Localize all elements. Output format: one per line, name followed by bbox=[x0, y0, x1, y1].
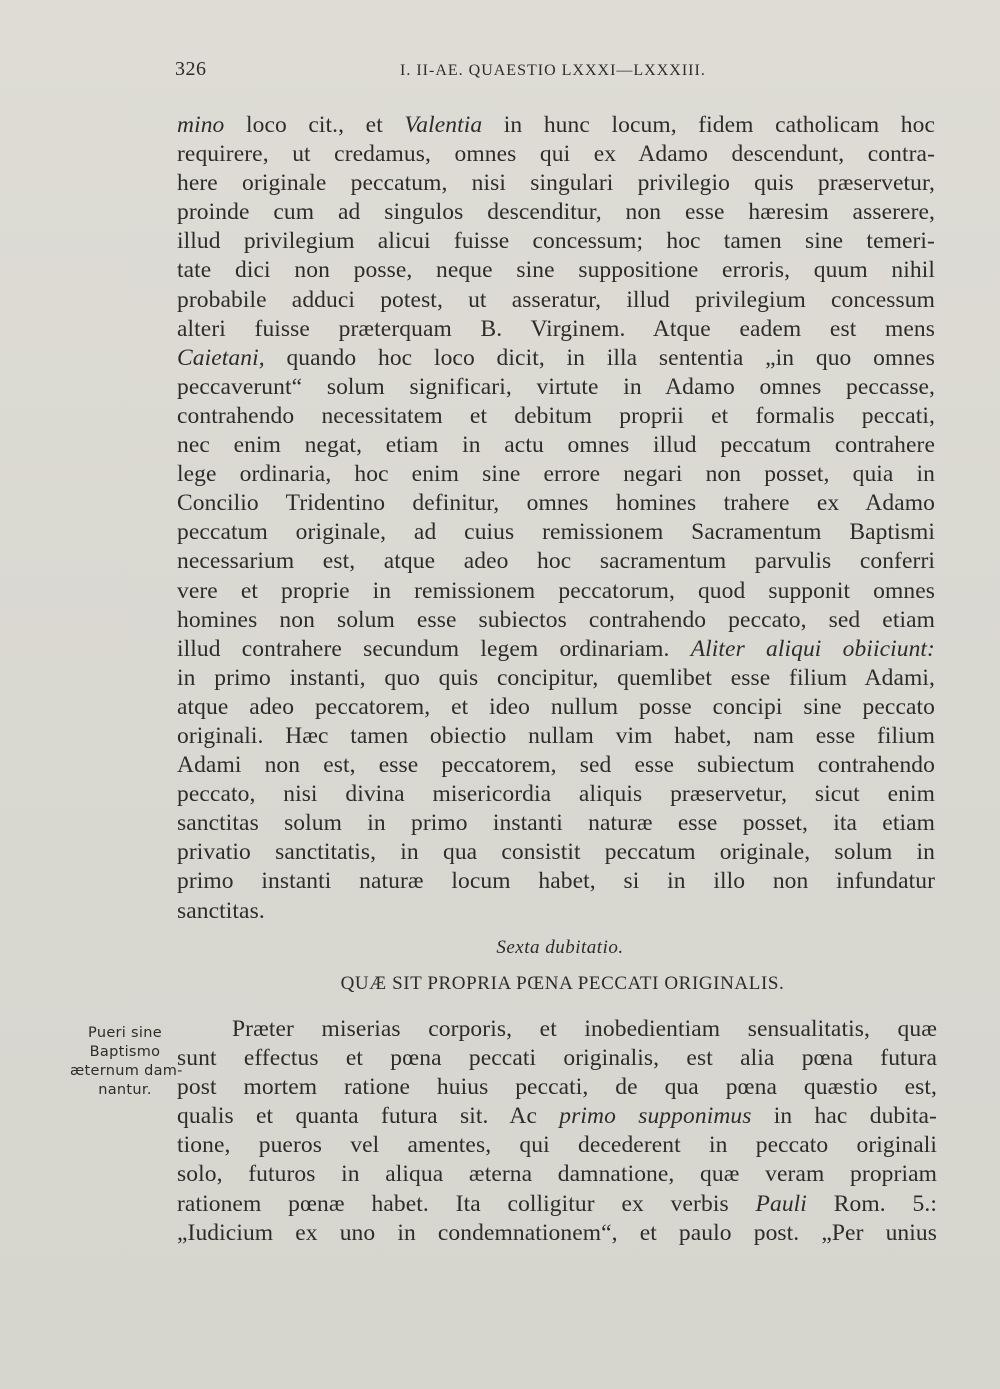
text-line: alteri fuisse præterquam B. Virginem. Atque eadem est mens bbox=[177, 315, 935, 342]
text-line: privatio sanctitatis, in qua consistit peccatum originale, solum in bbox=[177, 839, 935, 866]
text-line: necessarium est, atque adeo hoc sacramentum parvulis conferri bbox=[177, 548, 935, 575]
text-line: sanctitas solum in primo instanti naturæ esse posset, ita etiam bbox=[177, 810, 935, 837]
text-line: „Iudicium ex uno in condemnationem“, et paulo post. „Per unius bbox=[177, 1219, 937, 1246]
text-run: loco cit., et bbox=[224, 112, 405, 138]
section-subheading: Sexta dubitatio. bbox=[496, 937, 624, 958]
text-run: quando hoc loco dicit, in illa sententia „in quo omnes bbox=[264, 344, 935, 371]
text-line: originali. Hæc tamen obiectio nullam vim habet, nam esse filium bbox=[177, 722, 935, 749]
margin-note-line: Pueri sine bbox=[88, 1025, 162, 1041]
text-line: peccatum originale, ad cuius remissionem Sacramentum Baptismi bbox=[177, 519, 935, 546]
text-line: Adami non est, esse peccatorem, sed esse subiectum contrahendo bbox=[177, 752, 935, 779]
text-run: rationem pœnæ habet. Ita colligitur ex verbis bbox=[177, 1190, 756, 1217]
text-line: tione, pueros vel amentes, qui decederent in peccato originali bbox=[177, 1132, 937, 1159]
text-line: contrahendo necessitatem et debitum proprii et formalis peccati, bbox=[177, 402, 935, 429]
text-line: probabile adduci potest, ut asseratur, illud privilegium concessum bbox=[177, 286, 935, 313]
text-run: Rom. 5.: bbox=[806, 1190, 937, 1217]
text-line: here originale peccatum, nisi singulari privilegio quis præservetur, bbox=[177, 170, 935, 197]
text-line bbox=[177, 344, 935, 373]
text-line: proinde cum ad singulos descenditur, non esse hæresim asserere, bbox=[177, 199, 935, 226]
text-line: sunt effectus et pœna peccati originalis, est alia pœna futura bbox=[177, 1045, 937, 1072]
text-line: Præter miserias corporis, et inobedientiam sensualitatis, quæ bbox=[232, 1016, 937, 1042]
text-line bbox=[177, 1190, 937, 1219]
paragraph-1 bbox=[177, 111, 935, 926]
text-line: requirere, ut credamus, omnes qui ex Adamo descendunt, contra- bbox=[177, 141, 935, 168]
text-run: in hac dubita- bbox=[751, 1103, 937, 1130]
text-line: post mortem ratione huius peccati, de qua pœna quæstio est, bbox=[177, 1074, 937, 1101]
page-number: 326 bbox=[175, 58, 207, 80]
section-heading: QUÆ SIT PROPRIA PŒNA PECCATI ORIGINALIS. bbox=[340, 973, 785, 994]
text-line bbox=[177, 1102, 937, 1131]
text-line bbox=[177, 111, 935, 140]
margin-note-line: nantur. bbox=[98, 1082, 152, 1098]
text-line: primo instanti naturæ locum habet, si in illo non infundatur bbox=[177, 868, 935, 895]
author-name-italic: Caietani, bbox=[177, 344, 265, 371]
author-name-italic: Valentia bbox=[404, 112, 483, 138]
text-line: peccato, nisi divina misericordia aliquis præservetur, sicut enim bbox=[177, 781, 935, 808]
text-line: Concilio Tridentino definitur, omnes homines trahere ex Adamo bbox=[177, 490, 935, 517]
running-head: I. II-AE. QUAESTIO LXXXI—LXXXIII. bbox=[400, 62, 706, 79]
text-line: peccaverunt“ solum significari, virtute in Adamo omnes peccasse, bbox=[177, 373, 935, 400]
text-run: illud contrahere secundum legem ordinariam. bbox=[177, 635, 691, 662]
text-run: in hunc locum, fidem catholicam hoc bbox=[482, 112, 935, 138]
paragraph-2 bbox=[177, 1015, 937, 1248]
text-line: vere et proprie in remissionem peccatorum, quod supponit omnes bbox=[177, 577, 935, 604]
author-name-italic: mino bbox=[177, 112, 225, 138]
text-line: in primo instanti, quo quis concipitur, quemlibet esse filium Adami, bbox=[177, 664, 935, 691]
margin-note bbox=[70, 1024, 183, 1100]
text-line: tate dici non posse, neque sine suppositione erroris, quum nihil bbox=[177, 257, 935, 284]
text-line: illud privilegium alicui fuisse concessum; hoc tamen sine temeri- bbox=[177, 228, 935, 255]
text-line bbox=[177, 635, 935, 664]
text-line: sanctitas. bbox=[177, 897, 265, 924]
text-line: lege ordinaria, hoc enim sine errore negari non posset, quia in bbox=[177, 461, 935, 488]
margin-note-line: æternum dam- bbox=[70, 1063, 183, 1079]
italic-phrase: Aliter aliqui obiiciunt: bbox=[690, 635, 935, 662]
text-line: solo, futuros in aliqua æterna damnatione, quæ veram propriam bbox=[177, 1161, 937, 1188]
italic-phrase: primo supponimus bbox=[559, 1103, 752, 1130]
text-run: qualis et quanta futura sit. Ac bbox=[177, 1103, 560, 1130]
text-line: homines non solum esse subiectos contrahendo peccato, sed etiam bbox=[177, 606, 935, 633]
margin-note-line: Baptismo bbox=[89, 1044, 161, 1060]
author-name-italic: Pauli bbox=[755, 1190, 807, 1217]
text-line: atque adeo peccatorem, et ideo nullum posse concipi sine peccato bbox=[177, 693, 935, 720]
text-line: nec enim negat, etiam in actu omnes illud peccatum contrahere bbox=[177, 432, 935, 459]
